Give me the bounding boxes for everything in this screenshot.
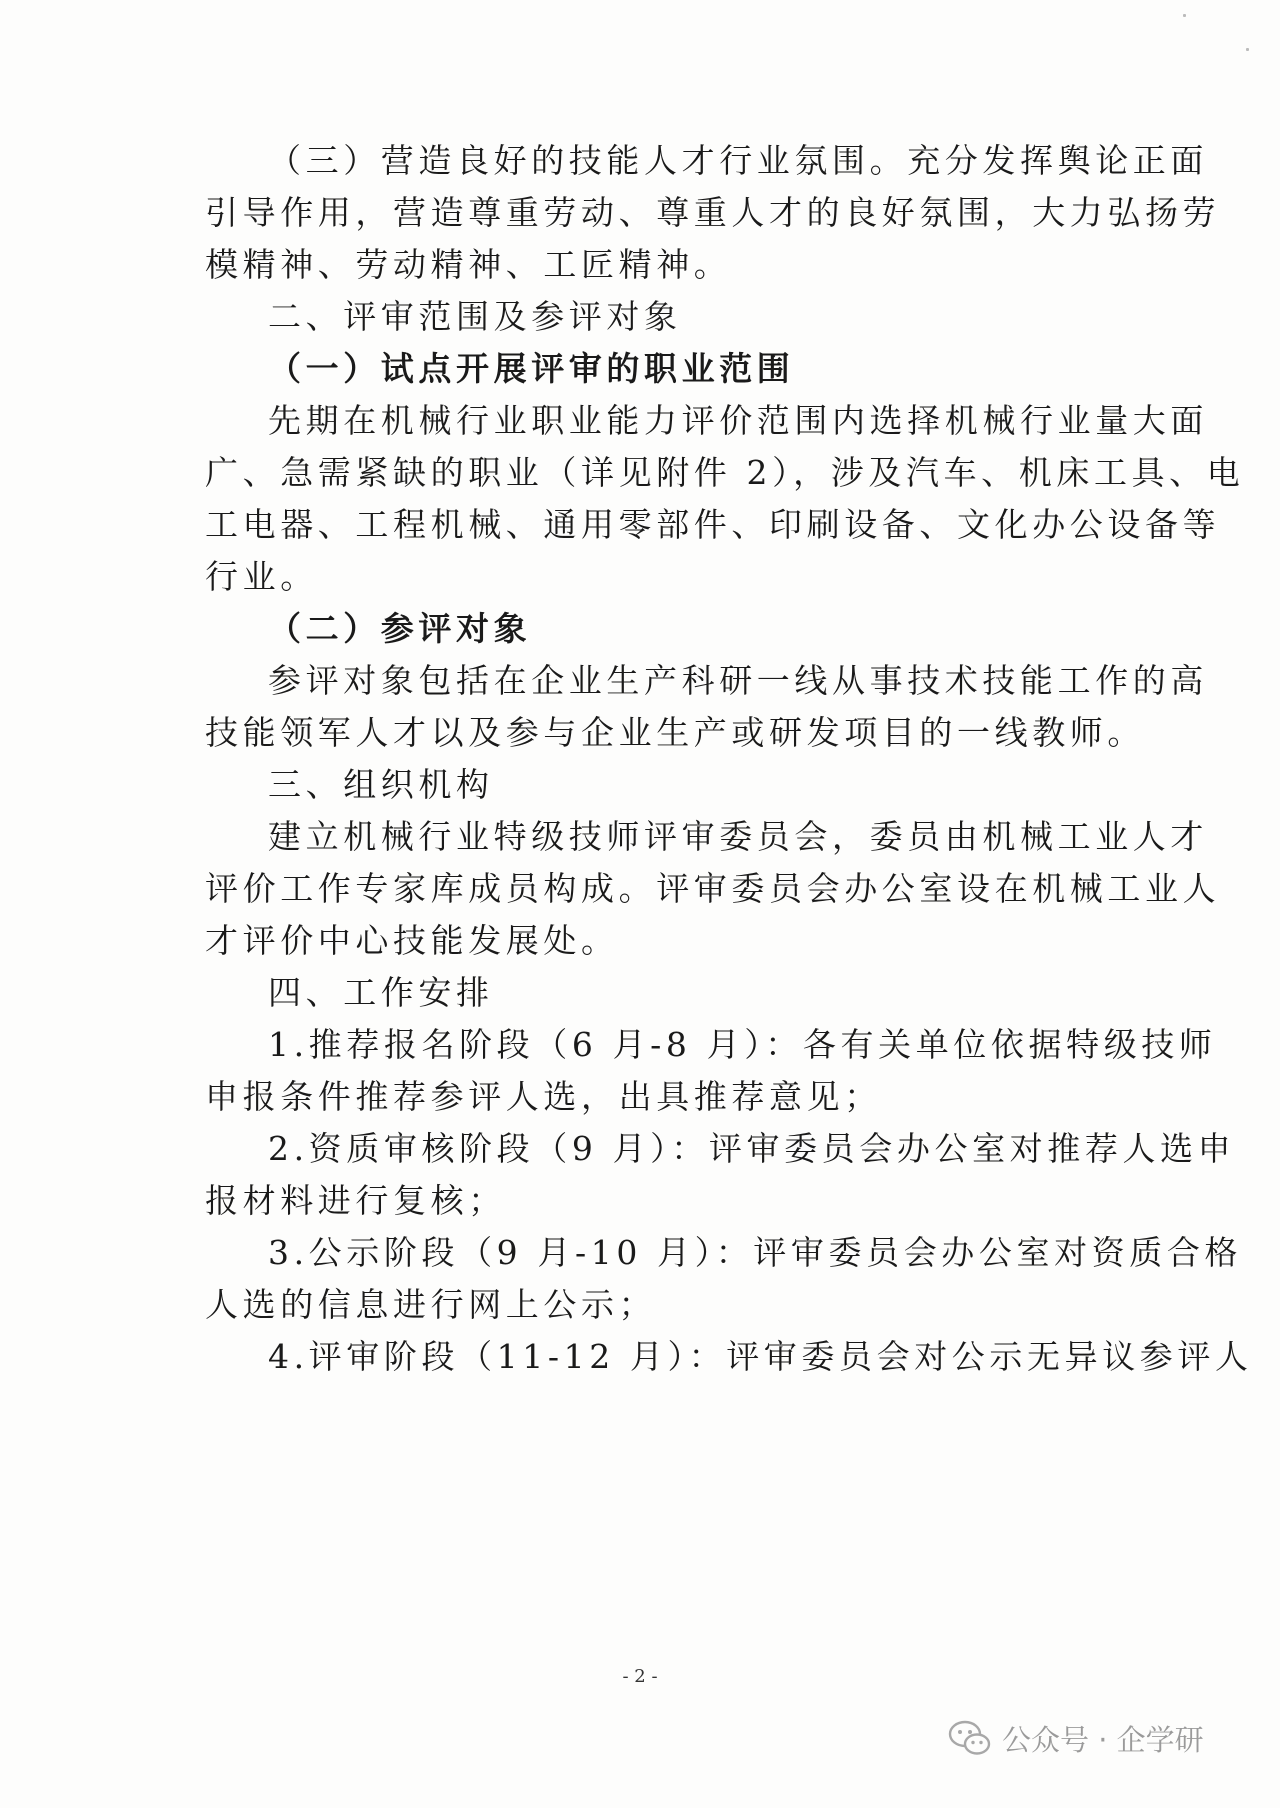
page-number: - 2 - (622, 1666, 658, 1687)
list-item-line: 2.资质审核阶段（9 月）：评审委员会办公室对推荐人选申 (268, 1129, 1236, 1168)
section-heading: 二、评审范围及参评对象 (268, 297, 682, 336)
paragraph-line: 参评对象包括在企业生产科研一线从事技术技能工作的高 (268, 661, 1208, 700)
paragraph-line: 建立机械行业特级技师评审委员会，委员由机械工业人才 (268, 817, 1208, 856)
scan-speck (1246, 48, 1249, 51)
list-item-line: 1.推荐报名阶段（6 月-8 月）：各有关单位依据特级技师 (268, 1025, 1217, 1064)
paragraph-line: 工电器、工程机械、通用零部件、印刷设备、文化办公设备等 (205, 505, 1221, 544)
paragraph-line: （三）营造良好的技能人才行业氛围。充分发挥舆论正面 (268, 141, 1208, 180)
paragraph-line: 引导作用，营造尊重劳动、尊重人才的良好氛围，大力弘扬劳 (205, 193, 1221, 232)
paragraph-line: 技能领军人才以及参与企业生产或研发项目的一线教师。 (205, 713, 1145, 752)
list-item-line: 4.评审阶段（11-12 月）：评审委员会对公示无异议参评人 (268, 1337, 1253, 1376)
paragraph-line: 先期在机械行业职业能力评价范围内选择机械行业量大面 (268, 401, 1208, 440)
section-heading: 三、组织机构 (268, 765, 494, 804)
paragraph-line: 模精神、劳动精神、工匠精神。 (205, 245, 732, 284)
list-item-line: 申报条件推荐参评人选，出具推荐意见； (205, 1077, 882, 1116)
scan-speck (1183, 14, 1186, 17)
paragraph-line: 行业。 (205, 557, 318, 596)
subsection-heading: （二）参评对象 (268, 609, 532, 648)
list-item-line: 报材料进行复核； (205, 1181, 506, 1220)
watermark (948, 1716, 1204, 1760)
wechat-icon (948, 1719, 992, 1757)
subsection-heading: （一）试点开展评审的职业范围 (268, 349, 795, 388)
paragraph-line: 广、急需紧缺的职业（详见附件 2），涉及汽车、机床工具、电 (205, 453, 1245, 492)
paragraph-line: 评价工作专家库成员构成。评审委员会办公室设在机械工业人 (205, 869, 1221, 908)
list-item-line: 3.公示阶段（9 月-10 月）：评审委员会办公室对资质合格 (268, 1233, 1243, 1272)
section-heading: 四、工作安排 (268, 973, 494, 1012)
list-item-line: 人选的信息进行网上公示； (205, 1285, 657, 1324)
watermark-text: 公众号 · 企学研 (1002, 1722, 1204, 1757)
paragraph-line: 才评价中心技能发展处。 (205, 921, 619, 960)
